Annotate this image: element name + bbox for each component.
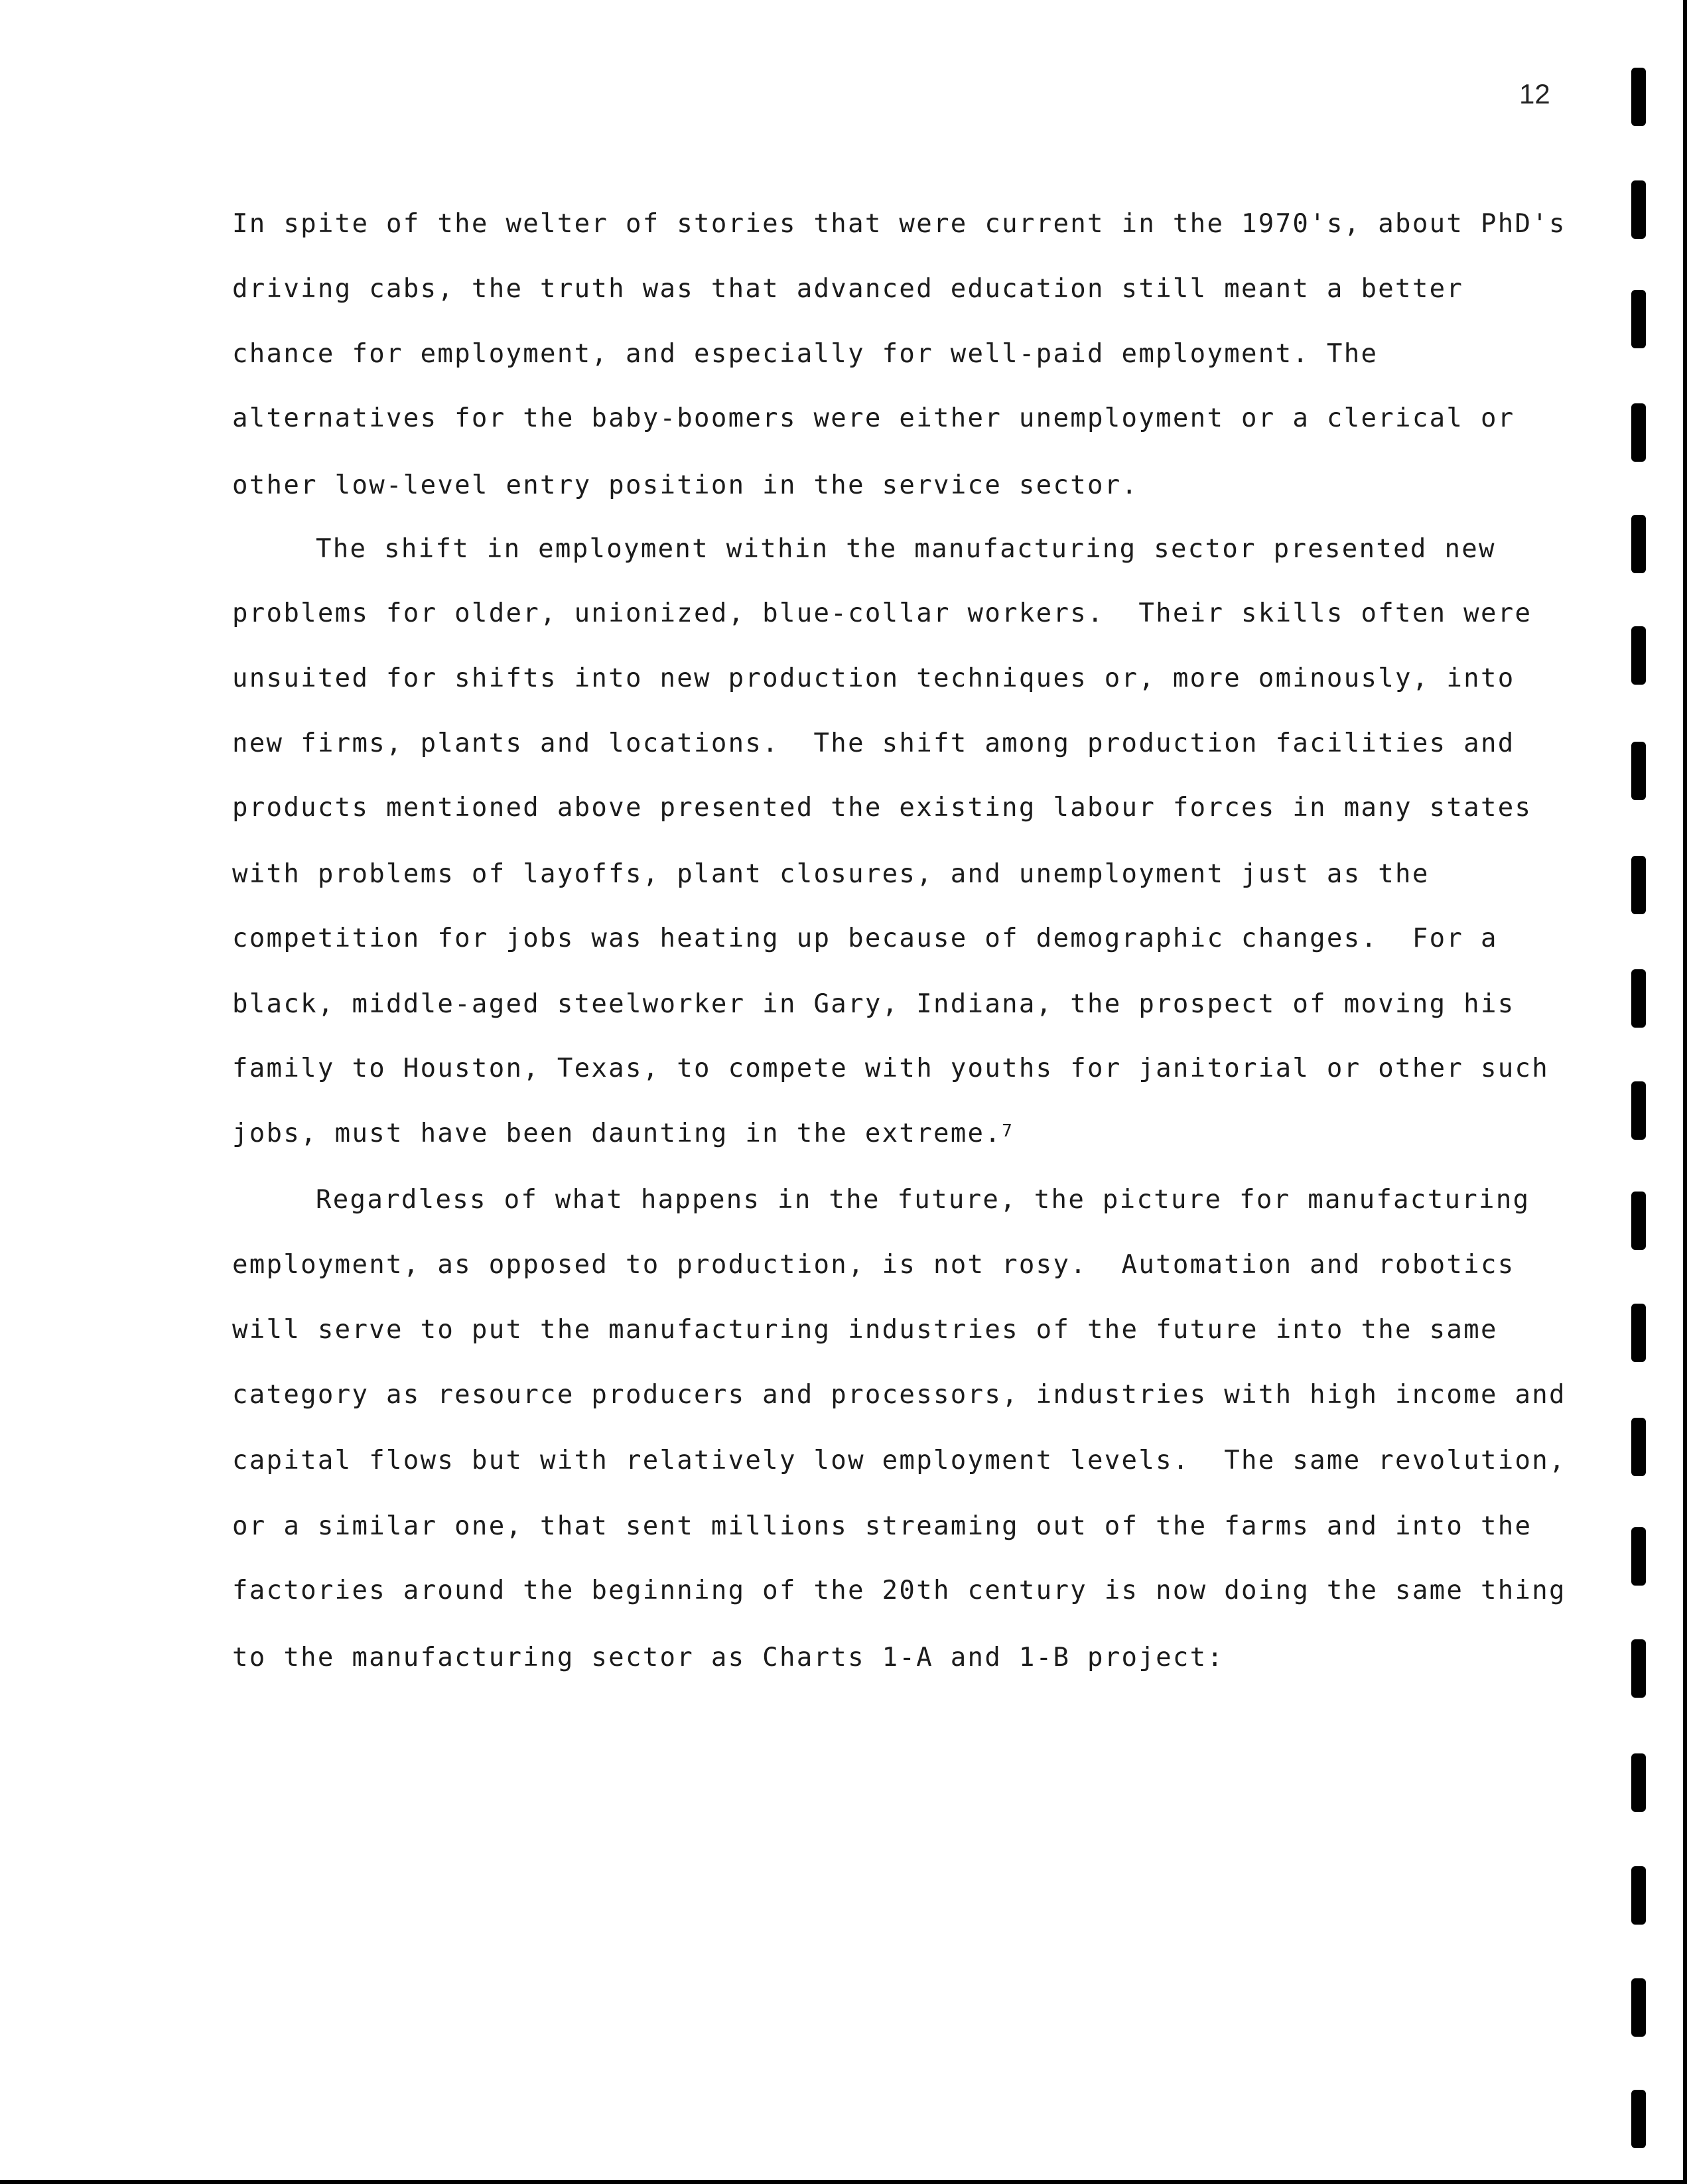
binding-hole <box>1631 403 1646 462</box>
binding-hole <box>1631 856 1646 914</box>
text-line: factories around the beginning of the 20th century is now doing the same thing <box>232 1576 1566 1605</box>
text-line: to the manufacturing sector as Charts 1-A and 1-B project: <box>232 1643 1225 1672</box>
binding-hole <box>1631 1753 1646 1812</box>
binding-hole <box>1631 1081 1646 1140</box>
text-line: driving cabs, the truth was that advanced education still meant a better <box>232 274 1464 304</box>
binding-hole <box>1631 1418 1646 1476</box>
text-line: unsuited for shifts into new production techniques or, more ominously, into <box>232 663 1515 693</box>
text-line: alternatives for the baby-boomers were either unemployment or a clerical or <box>232 403 1515 433</box>
binding-hole <box>1631 180 1646 239</box>
binding-hole <box>1631 742 1646 800</box>
binding-hole <box>1631 1639 1646 1698</box>
line-text: jobs, must have been daunting in the extreme. <box>232 1119 1002 1148</box>
binding-hole <box>1631 1866 1646 1925</box>
text-line: problems for older, unionized, blue-collar workers. Their skills often were <box>232 598 1532 628</box>
text-line <box>232 1121 1014 1146</box>
text-line: new firms, plants and locations. The shift among production facilities and <box>232 728 1515 758</box>
text-line: category as resource producers and processors, industries with high income and <box>232 1380 1566 1410</box>
binding-hole <box>1631 1192 1646 1250</box>
binding-hole <box>1631 1527 1646 1586</box>
page-number: 12 <box>1519 78 1550 109</box>
scan-bottom-edge <box>0 2180 1687 2184</box>
binding-hole <box>1631 68 1646 126</box>
text-line: chance for employment, and especially for well-paid employment. The <box>232 339 1379 369</box>
footnote-ref: 7 <box>1002 1121 1014 1141</box>
binding-hole <box>1631 290 1646 348</box>
text-line: Regardless of what happens in the future, the picture for manufacturing <box>316 1185 1530 1215</box>
text-line: products mentioned above presented the existing labour forces in many states <box>232 793 1532 823</box>
text-line: competition for jobs was heating up because of demographic changes. For a <box>232 923 1498 953</box>
text-line: family to Houston, Texas, to compete with youths for janitorial or other such <box>232 1054 1550 1083</box>
text-line: In spite of the welter of stories that were current in the 1970's, about PhD's <box>232 209 1566 239</box>
text-line: other low-level entry position in the service sector. <box>232 470 1139 500</box>
text-line: capital flows but with relatively low employment levels. The same revolution, <box>232 1446 1566 1475</box>
binding-hole <box>1631 969 1646 1028</box>
scan-right-edge <box>1683 0 1687 2184</box>
binding-hole <box>1631 2090 1646 2148</box>
text-line: The shift in employment within the manufacturing sector presented new <box>316 534 1496 564</box>
text-line: employment, as opposed to production, is not rosy. Automation and robotics <box>232 1250 1515 1280</box>
binding-hole <box>1631 1978 1646 2037</box>
binding-hole <box>1631 1304 1646 1362</box>
binding-hole <box>1631 515 1646 573</box>
text-line: with problems of layoffs, plant closures, and unemployment just as the <box>232 859 1430 889</box>
text-line: will serve to put the manufacturing industries of the future into the same <box>232 1315 1498 1345</box>
binding-hole <box>1631 626 1646 685</box>
text-line: black, middle-aged steelworker in Gary, Indiana, the prospect of moving his <box>232 989 1515 1019</box>
text-line: or a similar one, that sent millions streaming out of the farms and into the <box>232 1511 1532 1541</box>
